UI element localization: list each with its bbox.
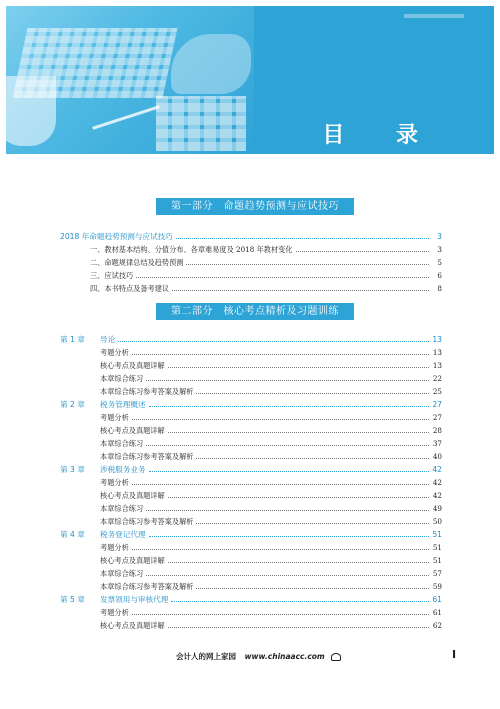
toc-subitem-label: 本章综合练习 (100, 569, 144, 578)
office-photo (6, 6, 254, 154)
toc-subitem[interactable] (60, 346, 442, 359)
site-logo-icon (331, 653, 341, 661)
leader-dots (146, 510, 429, 511)
toc-subitem-label: 考题分析 (100, 348, 129, 357)
toc-page: 27 (432, 413, 442, 422)
toc-item-label: 一、教材基本结构、分值分布、各章难易度及 2018 年教材变化 (90, 245, 293, 254)
toc-subitem[interactable] (60, 515, 442, 528)
leader-dots (176, 238, 429, 239)
chapter-title: 发票领用与审核代理 (100, 595, 169, 604)
toc-subitem-label: 核心考点及真题详解 (100, 361, 165, 370)
toc-page: 5 (437, 258, 442, 267)
toc-page: 13 (432, 361, 442, 370)
toc-subitem-label: 核心考点及真题详解 (100, 426, 165, 435)
toc-page: 42 (432, 465, 442, 474)
footer-site (176, 651, 341, 662)
toc-chapter[interactable] (60, 593, 442, 606)
leader-dots (118, 341, 429, 342)
page-title: 目 录 (322, 123, 440, 148)
chapter-title: 税务管理概述 (100, 400, 146, 409)
toc-subitem[interactable] (60, 541, 442, 554)
leader-dots (146, 575, 429, 576)
chapter-number: 第 2 章 (60, 400, 85, 409)
toc-page: 3 (437, 232, 442, 241)
hand-shape (171, 34, 251, 94)
header-banner (0, 0, 500, 160)
toc-chapter[interactable] (60, 528, 442, 541)
leader-dots (296, 251, 429, 252)
toc-item[interactable] (60, 243, 442, 256)
toc-subitem-label: 考题分析 (100, 608, 129, 617)
toc-page: 51 (432, 543, 442, 552)
toc-subitem-label: 核心考点及真题详解 (100, 556, 165, 565)
part1-toc (60, 230, 442, 295)
leader-dots (149, 406, 429, 407)
toc-page: 57 (432, 569, 442, 578)
toc-page: 61 (432, 608, 442, 617)
toc-page: 42 (432, 491, 442, 500)
chapter-number: 第 1 章 (60, 335, 85, 344)
toc-subitem-label: 本章综合练习参考答案及解析 (100, 582, 194, 591)
toc-subitem-label: 考题分析 (100, 478, 129, 487)
toc-page: 28 (432, 426, 442, 435)
pen-shape (92, 105, 160, 129)
chapter-title: 导论 (100, 335, 116, 344)
leader-dots (196, 588, 429, 589)
part2-banner: 第二部分 核心考点精析及习题训练 (156, 303, 354, 320)
toc-page: 25 (432, 387, 442, 396)
toc-subitem-label: 本章综合练习参考答案及解析 (100, 517, 194, 526)
leader-dots (132, 614, 429, 615)
leader-dots (149, 471, 429, 472)
calculator-shape (156, 96, 246, 151)
part2-toc (60, 333, 442, 632)
toc-page: 3 (437, 245, 442, 254)
leader-dots (136, 277, 429, 278)
toc-subitem[interactable] (60, 385, 442, 398)
toc-page: 50 (432, 517, 442, 526)
leader-dots (172, 290, 429, 291)
toc-page: 13 (432, 335, 442, 344)
toc-subitem[interactable] (60, 567, 442, 580)
toc-section-title: 2018 年命题趋势预测与应试技巧 (60, 232, 173, 241)
toc-subitem-label: 本章综合练习 (100, 374, 144, 383)
toc-subitem-label: 核心考点及真题详解 (100, 491, 165, 500)
toc-page: 51 (432, 556, 442, 565)
decorative-stripe (404, 14, 464, 18)
toc-subitem[interactable] (60, 411, 442, 424)
leader-dots (168, 367, 429, 368)
toc-subitem[interactable] (60, 476, 442, 489)
leader-dots (186, 264, 429, 265)
toc-page: 62 (432, 621, 442, 630)
toc-subitem[interactable] (60, 372, 442, 385)
leader-dots (168, 497, 429, 498)
chapter-title: 税务登记代理 (100, 530, 146, 539)
toc-chapter[interactable] (60, 398, 442, 411)
leader-dots (168, 627, 429, 628)
chapter-number: 第 3 章 (60, 465, 85, 474)
leader-dots (196, 458, 429, 459)
toc-subitem[interactable] (60, 359, 442, 372)
toc-subitem[interactable] (60, 554, 442, 567)
leader-dots (168, 562, 429, 563)
toc-subitem-label: 本章综合练习参考答案及解析 (100, 452, 194, 461)
toc-subitem-label: 考题分析 (100, 413, 129, 422)
page-number: I (452, 648, 457, 661)
toc-section[interactable] (60, 230, 442, 243)
keyboard-shape (13, 28, 178, 98)
footer-url[interactable]: www.chinaacc.com (244, 652, 325, 661)
toc-subitem-label: 本章综合练习 (100, 504, 144, 513)
toc-page: 22 (432, 374, 442, 383)
toc-item-label: 四、本书特点及备考建议 (90, 284, 170, 293)
chapter-number: 第 5 章 (60, 595, 85, 604)
toc-subitem[interactable] (60, 502, 442, 515)
toc-page: 8 (437, 284, 442, 293)
chapter-title: 涉税服务业务 (100, 465, 146, 474)
leader-dots (149, 536, 429, 537)
toc-page: 61 (432, 595, 442, 604)
toc-page: 51 (432, 530, 442, 539)
leader-dots (168, 432, 429, 433)
toc-item-label: 二、命题规律总结及趋势预测 (90, 258, 184, 267)
page-footer (0, 648, 500, 668)
leader-dots (196, 523, 429, 524)
toc-chapter[interactable] (60, 463, 442, 476)
toc-subitem[interactable] (60, 450, 442, 463)
leader-dots (132, 419, 429, 420)
part1-banner: 第一部分 命题趋势预测与应试技巧 (156, 198, 354, 215)
toc-chapter[interactable] (60, 333, 442, 346)
toc-subitem[interactable] (60, 424, 442, 437)
toc-subitem[interactable] (60, 489, 442, 502)
toc-item[interactable] (60, 269, 442, 282)
leader-dots (132, 354, 429, 355)
toc-page: 37 (432, 439, 442, 448)
leader-dots (171, 601, 429, 602)
leader-dots (146, 380, 429, 381)
toc-subitem-label: 本章综合练习参考答案及解析 (100, 387, 194, 396)
toc-subitem[interactable] (60, 619, 442, 632)
toc-subitem-label: 本章综合练习 (100, 439, 144, 448)
toc-subitem[interactable] (60, 580, 442, 593)
toc-item-label: 三、应试技巧 (90, 271, 134, 280)
toc-subitem[interactable] (60, 437, 442, 450)
footer-site-name: 会计人的网上家园 (176, 652, 236, 661)
toc-item[interactable] (60, 256, 442, 269)
toc-page: 6 (437, 271, 442, 280)
leader-dots (196, 393, 429, 394)
leader-dots (132, 549, 429, 550)
leader-dots (132, 484, 429, 485)
toc-page: 27 (432, 400, 442, 409)
leader-dots (146, 445, 429, 446)
toc-page: 49 (432, 504, 442, 513)
toc-page: 59 (432, 582, 442, 591)
toc-item[interactable] (60, 282, 442, 295)
chapter-number: 第 4 章 (60, 530, 85, 539)
toc-subitem-label: 考题分析 (100, 543, 129, 552)
toc-subitem-label: 核心考点及真题详解 (100, 621, 165, 630)
toc-page: 40 (432, 452, 442, 461)
toc-page: 13 (432, 348, 442, 357)
toc-subitem[interactable] (60, 606, 442, 619)
toc-page: 42 (432, 478, 442, 487)
